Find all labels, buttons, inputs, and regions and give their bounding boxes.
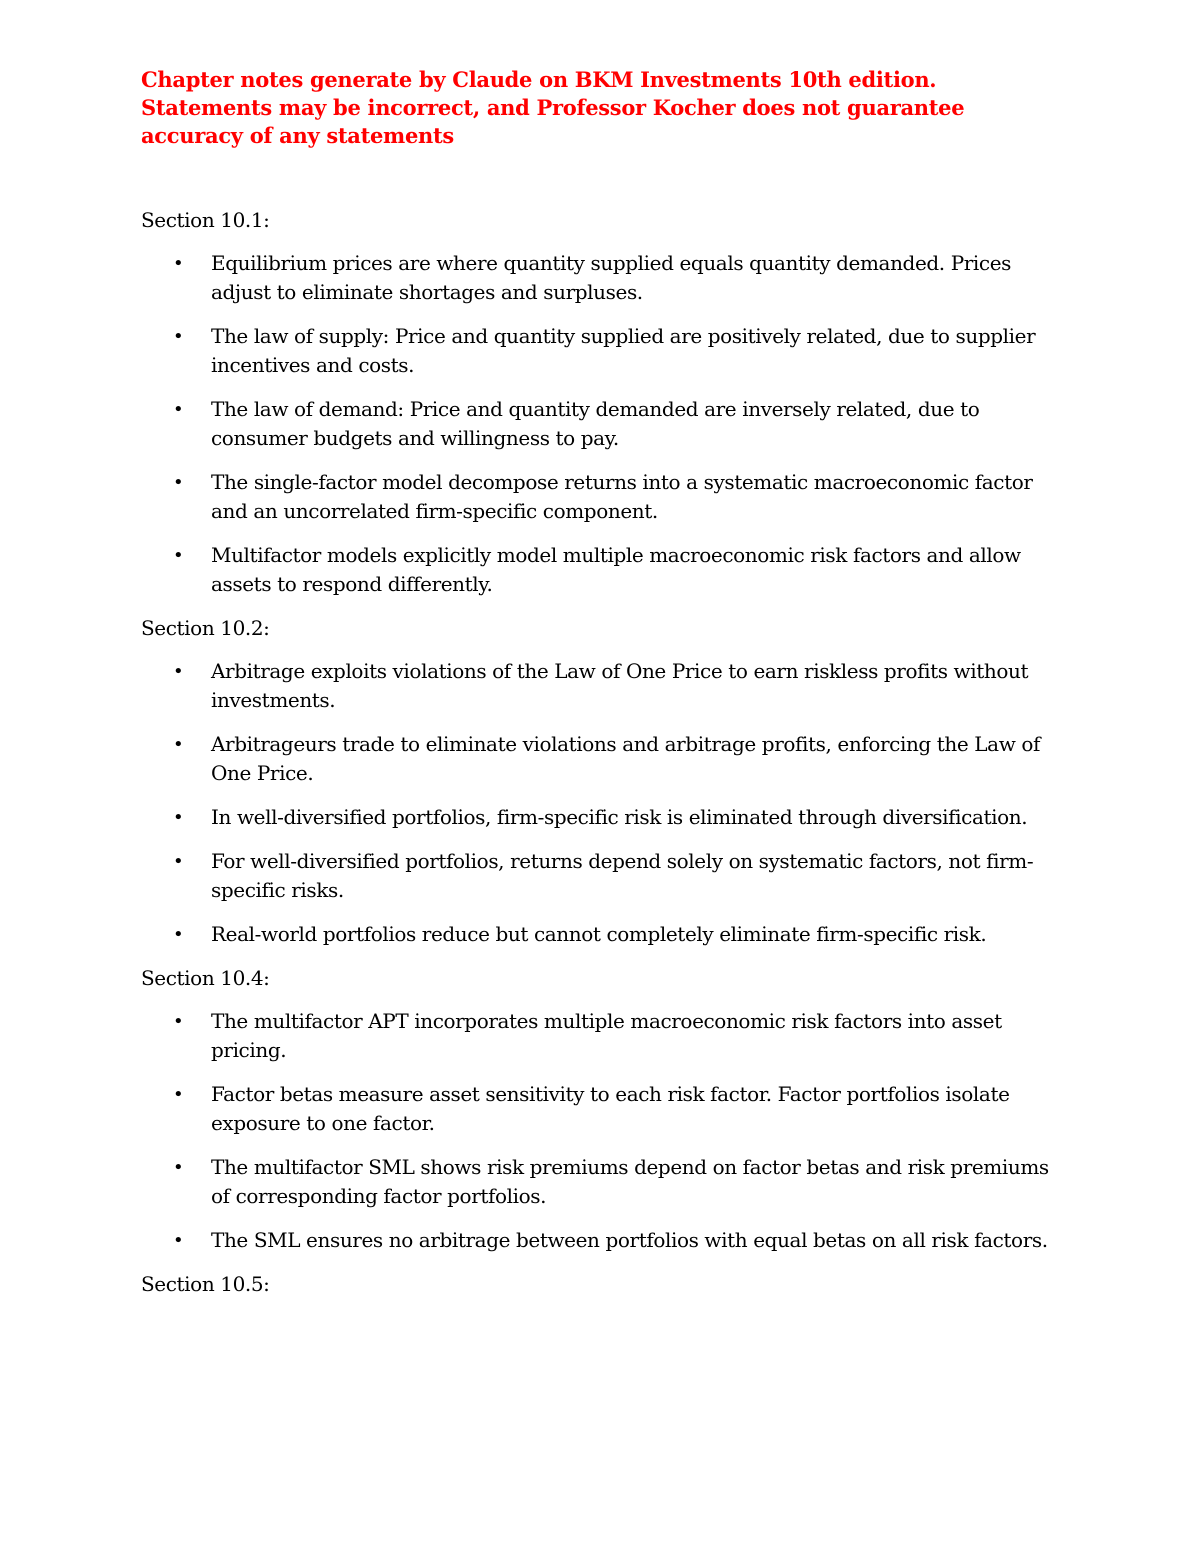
list-item-text: The multifactor SML shows risk premiums depend on factor betas and risk premiums of corresponding factor portfolios. [211,1155,1049,1208]
bullet-icon: • [173,734,184,755]
list-item-text: Multifactor models explicitly model multiple macroeconomic risk factors and allow assets to respond differently. [211,543,1021,596]
section-10-4-list [141,1007,1071,1255]
list-item [141,657,1071,715]
list-item-text: Equilibrium prices are where quantity supplied equals quantity demanded. Prices adjust to eliminate shortages and surpluses. [211,251,1012,304]
disclaimer [141,66,1071,150]
bullet-icon: • [173,472,184,493]
bullet-icon: • [173,851,184,872]
list-item [141,1007,1071,1065]
bullet-icon: • [173,924,184,945]
bullet-icon: • [173,661,184,682]
list-item-text: Arbitrageurs trade to eliminate violations and arbitrage profits, enforcing the Law of One Price. [211,732,1041,785]
list-item-text: Arbitrage exploits violations of the Law of One Price to earn riskless profits without investments. [211,659,1029,712]
list-item [141,395,1071,453]
list-item [141,920,1071,949]
bullet-icon: • [173,399,184,420]
section-heading-10-2: Section 10.2: [141,616,270,640]
bullet-icon: • [173,1011,184,1032]
section-10-2-list [141,657,1071,949]
list-item [141,1153,1071,1211]
list-item-text: The single-factor model decompose returns into a systematic macroeconomic factor and an uncorrelated firm-specific component. [211,470,1033,523]
list-item-text: Real-world portfolios reduce but cannot completely eliminate firm-specific risk. [211,922,987,946]
section-heading-10-5: Section 10.5: [141,1272,270,1296]
bullet-icon: • [173,545,184,566]
section-heading-10-1: Section 10.1: [141,208,270,232]
list-item [141,1226,1071,1255]
bullet-icon: • [173,253,184,274]
disclaimer-line-2: Statements may be incorrect, and Professor Kocher does not guarantee [141,95,965,120]
list-item [141,847,1071,905]
list-item [141,249,1071,307]
section-10-1-list [141,249,1071,599]
list-item-text: Factor betas measure asset sensitivity to each risk factor. Factor portfolios isolate exposure to one factor. [211,1082,1010,1135]
bullet-icon: • [173,1084,184,1105]
list-item-text: The law of supply: Price and quantity supplied are positively related, due to supplier incentives and costs. [211,324,1036,377]
bullet-icon: • [173,807,184,828]
bullet-icon: • [173,326,184,347]
document-page [141,66,1071,1313]
bullet-icon: • [173,1230,184,1251]
disclaimer-line-3: accuracy of any statements [141,123,454,148]
list-item [141,730,1071,788]
list-item [141,468,1071,526]
list-item-text: The multifactor APT incorporates multiple macroeconomic risk factors into asset pricing. [211,1009,1002,1062]
list-item [141,322,1071,380]
bullet-icon: • [173,1157,184,1178]
list-item-text: The SML ensures no arbitrage between portfolios with equal betas on all risk factors. [211,1228,1048,1252]
list-item-text: For well-diversified portfolios, returns depend solely on systematic factors, not firm-specific risks. [211,849,1034,902]
list-item-text: In well-diversified portfolios, firm-specific risk is eliminated through diversification. [211,805,1028,829]
list-item [141,1080,1071,1138]
section-heading-10-4: Section 10.4: [141,966,270,990]
disclaimer-line-1: Chapter notes generate by Claude on BKM Investments 10th edition. [141,67,937,92]
list-item [141,803,1071,832]
list-item-text: The law of demand: Price and quantity demanded are inversely related, due to consumer budgets and willingness to pay. [211,397,980,450]
list-item [141,541,1071,599]
